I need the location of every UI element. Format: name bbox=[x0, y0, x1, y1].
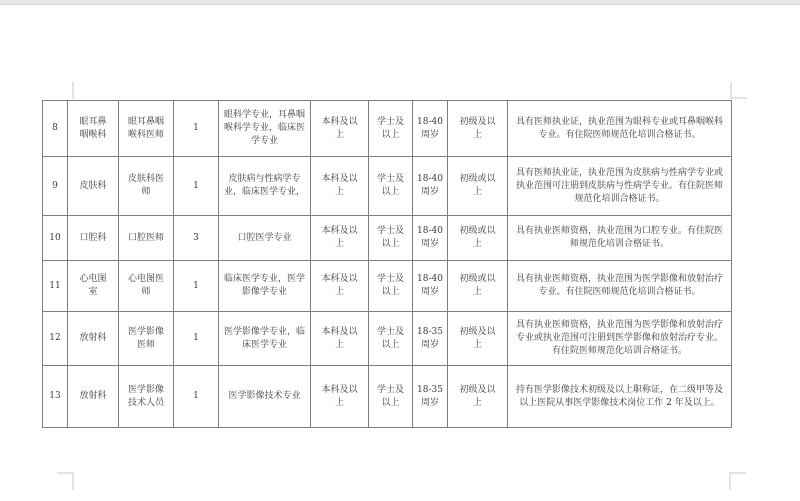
cell-major: 临床医学专业，医学影像学专业 bbox=[219, 261, 311, 312]
cell-major: 口腔医学专业 bbox=[219, 216, 311, 261]
cell-degree: 学士及以上 bbox=[369, 312, 413, 366]
cell-major: 医学影像学专业，临床医学专业 bbox=[219, 312, 311, 366]
cell-requirements: 持有医学影像技术初级及以上职称证，在二级甲等及以上医院从事医学影像技术岗位工作 2 年及以上。 bbox=[508, 366, 732, 428]
cell-education: 本科及以上 bbox=[311, 312, 369, 366]
cell-position: 口腔医师 bbox=[119, 216, 174, 261]
cell-requirements: 具有执业医师资格，执业范围为医学影像和放射治疗专业。有住院医师规范化培训合格证书。 bbox=[508, 261, 732, 312]
table-row bbox=[43, 261, 732, 312]
cell-title-level: 初级及以上 bbox=[448, 101, 508, 157]
cell-title-level: 初级及以上 bbox=[448, 366, 508, 428]
cell-major: 眼科学专业，耳鼻咽喉科学专业，临床医学专业 bbox=[219, 101, 311, 157]
cell-degree: 学士及以上 bbox=[369, 157, 413, 216]
cell-major: 皮肤病与性病学专业，临床医学专业， bbox=[219, 157, 311, 216]
cell-row-number: 9 bbox=[43, 157, 68, 216]
cell-position: 皮肤科医师 bbox=[119, 157, 174, 216]
cell-requirements: 具有执业医师资格，执业范围为口腔专业。有住院医师规范化培训合格证书。 bbox=[508, 216, 732, 261]
cell-department: 放射科 bbox=[68, 312, 119, 366]
table-row bbox=[43, 216, 732, 261]
margin-crop-mark-bottom-right bbox=[729, 472, 731, 490]
cell-count: 1 bbox=[174, 261, 219, 312]
cell-age: 18-40周岁 bbox=[413, 101, 448, 157]
cell-count: 3 bbox=[174, 216, 219, 261]
margin-crop-mark-top-left bbox=[72, 82, 74, 99]
cell-degree: 学士及以上 bbox=[369, 216, 413, 261]
cell-education: 本科及以上 bbox=[311, 261, 369, 312]
cell-degree: 学士及以上 bbox=[369, 366, 413, 428]
cell-education: 本科及以上 bbox=[311, 157, 369, 216]
cell-position: 医学影像医师 bbox=[119, 312, 174, 366]
cell-age: 18-40周岁 bbox=[413, 157, 448, 216]
cell-education: 本科及以上 bbox=[311, 216, 369, 261]
cell-major: 医学影像技术专业 bbox=[219, 366, 311, 428]
table-row bbox=[43, 101, 732, 157]
cell-education: 本科及以上 bbox=[311, 366, 369, 428]
cell-count: 1 bbox=[174, 366, 219, 428]
cell-department: 放射科 bbox=[68, 366, 119, 428]
table-row bbox=[43, 366, 732, 428]
cell-count: 1 bbox=[174, 101, 219, 157]
cell-department: 眼耳鼻咽喉科 bbox=[68, 101, 119, 157]
cell-title-level: 初级或以上 bbox=[448, 261, 508, 312]
cell-row-number: 11 bbox=[43, 261, 68, 312]
table-row bbox=[43, 157, 732, 216]
cell-position: 医学影像技术人员 bbox=[119, 366, 174, 428]
cell-title-level: 初级或以上 bbox=[448, 157, 508, 216]
cell-degree: 学士及以上 bbox=[369, 101, 413, 157]
margin-crop-mark-top-right bbox=[730, 97, 747, 99]
cell-age: 18-40周岁 bbox=[413, 261, 448, 312]
cell-position: 眼耳鼻咽喉科医师 bbox=[119, 101, 174, 157]
cell-row-number: 12 bbox=[43, 312, 68, 366]
cell-count: 1 bbox=[174, 157, 219, 216]
cell-title-level: 初级或以上 bbox=[448, 216, 508, 261]
cell-department: 皮肤科 bbox=[68, 157, 119, 216]
margin-crop-mark-bottom-left bbox=[72, 472, 74, 490]
table-row bbox=[43, 312, 732, 366]
cell-row-number: 8 bbox=[43, 101, 68, 157]
margin-crop-mark-bottom-right bbox=[729, 472, 746, 474]
recruitment-table bbox=[42, 100, 732, 428]
cell-position: 心电图医师 bbox=[119, 261, 174, 312]
cell-requirements: 具有医师执业证，执业范围为眼科专业或耳鼻咽喉科专业。有住院医师规范化培训合格证书。 bbox=[508, 101, 732, 157]
cell-department: 口腔科 bbox=[68, 216, 119, 261]
cell-row-number: 13 bbox=[43, 366, 68, 428]
cell-department: 心电图室 bbox=[68, 261, 119, 312]
cell-degree: 学士及以上 bbox=[369, 261, 413, 312]
cell-education: 本科及以上 bbox=[311, 101, 369, 157]
page-gap-strip bbox=[0, 0, 800, 5]
cell-requirements: 具有执业医师资格，执业范围为医学影像和放射治疗专业或执业范围可注册到医学影像和放射治疗专业。有住院医师规范化培训合格证书。 bbox=[508, 312, 732, 366]
cell-count: 1 bbox=[174, 312, 219, 366]
cell-age: 18-40周岁 bbox=[413, 216, 448, 261]
cell-title-level: 初级及以上 bbox=[448, 312, 508, 366]
cell-row-number: 10 bbox=[43, 216, 68, 261]
cell-age: 18-35周岁 bbox=[413, 312, 448, 366]
cell-age: 18-35周岁 bbox=[413, 366, 448, 428]
cell-requirements: 具有医师执业证，执业范围为皮肤病与性病学专业或执业范围可注册到皮肤病与性病学专业。有住院医师规范化培训合格证书。 bbox=[508, 157, 732, 216]
